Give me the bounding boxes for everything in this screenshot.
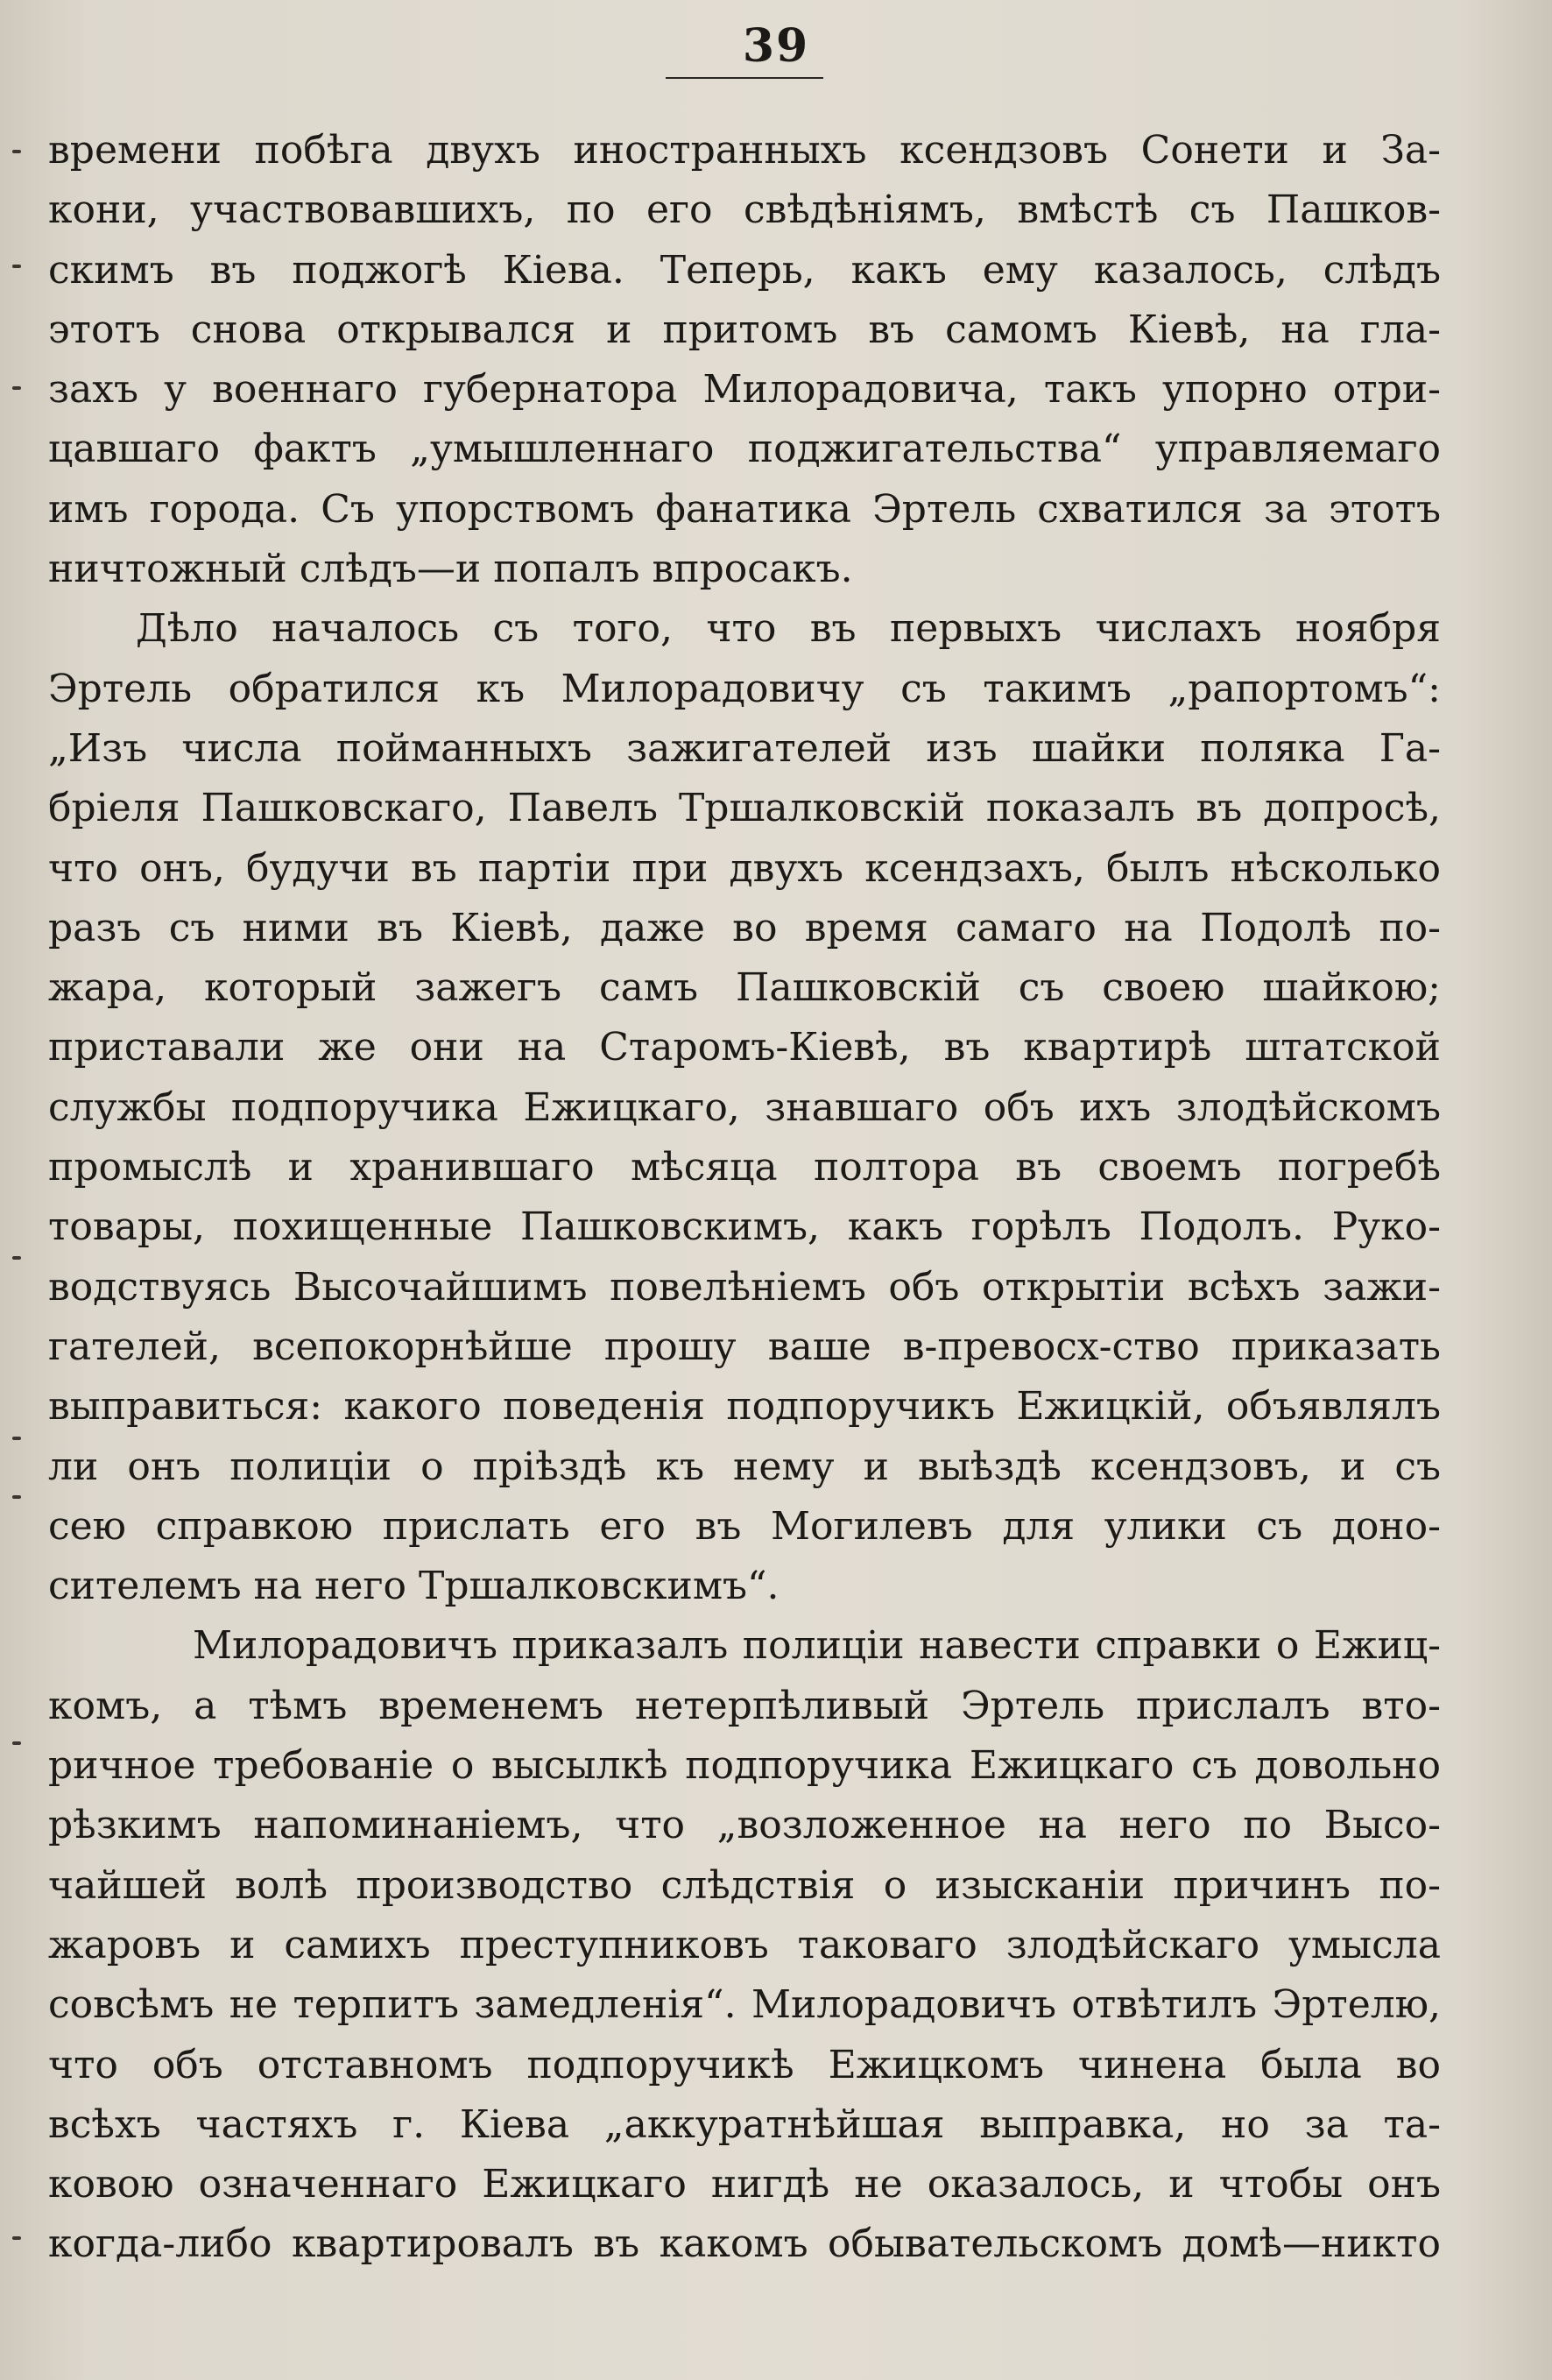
text-line: службы подпоручика Ежицкаго, знавшаго объ ихъ злодѣйскомъ <box>48 1084 1441 1130</box>
text-line: времени побѣга двухъ иностранныхъ ксендзовъ Сонети и За- <box>48 128 1441 173</box>
text-line: водствуясь Высочайшимъ повелѣніемъ объ открытіи всѣхъ зажи- <box>48 1264 1441 1310</box>
text-line: гателей, всепокорнѣйше прошу ваше в-превосх-ство приказать <box>48 1324 1441 1369</box>
text-line: ли онъ полиціи о пріѣздѣ къ нему и выѣздѣ ксендзовъ, и съ <box>48 1444 1441 1489</box>
text-line: комъ, а тѣмъ временемъ нетерпѣливый Эртель прислалъ вто- <box>48 1683 1441 1728</box>
text-line: приставали же они на Старомъ-Кіевѣ, въ квартирѣ штатской <box>48 1025 1441 1070</box>
text-line: рѣзкимъ напоминаніемъ, что „возложенное на него по Высо- <box>48 1803 1441 1848</box>
text-line: сителемъ на него Тршалковскимъ“. <box>48 1564 780 1609</box>
text-line: кони, участвовавшихъ, по его свѣдѣніямъ, вмѣстѣ съ Пашков- <box>48 187 1441 233</box>
margin-mark <box>12 1741 21 1745</box>
text-line: захъ у военнаго губернатора Милорадовича, такъ упорно отри- <box>48 367 1441 413</box>
text-line: имъ города. Съ упорствомъ фанатика Эртель схватился за этотъ <box>48 486 1441 532</box>
margin-mark <box>12 386 21 390</box>
text-line: ковою означеннаго Ежицкаго нигдѣ не оказалось, и чтобы онъ <box>48 2162 1441 2207</box>
margin-mark <box>12 150 21 153</box>
text-line: Дѣло началось съ того, что въ первыхъ числахъ ноября <box>136 606 1441 652</box>
text-line: совсѣмъ не терпитъ замедленія“. Милорадовичъ отвѣтилъ Эртелю, <box>48 1982 1441 2028</box>
text-line: всѣхъ частяхъ г. Кіева „аккуратнѣйшая выправка, но за та- <box>48 2101 1441 2147</box>
text-line: Милорадовичъ приказалъ полиціи навести справки о Ежиц- <box>193 1623 1441 1669</box>
text-line: этотъ снова открывался и притомъ въ самомъ Кіевѣ, на гла- <box>48 307 1441 352</box>
text-line: скимъ въ поджогѣ Кіева. Теперь, какъ ему казалось, слѣдъ <box>48 247 1441 293</box>
text-line: ничтожный слѣдъ—и попалъ впросакъ. <box>48 547 853 592</box>
margin-mark <box>12 1256 21 1260</box>
text-line: жаровъ и самихъ преступниковъ таковаго злодѣйскаго умысла <box>48 1922 1441 1967</box>
text-line: товары, похищенные Пашковскимъ, какъ горѣлъ Подолъ. Руко- <box>48 1204 1441 1250</box>
text-line: когда-либо квартировалъ въ какомъ обывательскомъ домѣ—никто <box>48 2221 1441 2267</box>
text-line: разъ съ ними въ Кіевѣ, даже во время самаго на Подолѣ по- <box>48 905 1441 950</box>
text-line: выправиться: какого поведенія подпоручикъ Ежицкій, объявлялъ <box>48 1384 1441 1430</box>
text-line: ричное требованіе о высылкѣ подпоручика Ежицкаго съ довольно <box>48 1743 1441 1789</box>
margin-mark <box>12 2236 21 2240</box>
text-line: бріеля Пашковскаго, Павелъ Тршалковскій показалъ въ допросѣ, <box>48 786 1441 831</box>
text-line: „Изъ числа пойманныхъ зажигателей изъ шайки поляка Га- <box>48 725 1441 771</box>
text-line: что онъ, будучи въ партіи при двухъ ксендзахъ, былъ нѣсколько <box>48 845 1441 891</box>
text-line: жара, который зажегъ самъ Пашковскій съ своею шайкою; <box>48 965 1441 1011</box>
body-text <box>48 121 1441 2275</box>
text-line: что объ отставномъ подпоручикѣ Ежицкомъ чинена была во <box>48 2042 1441 2087</box>
text-line: сею справкою прислать его въ Могилевъ для улики съ доно- <box>48 1503 1441 1549</box>
margin-mark <box>12 1495 21 1499</box>
margin-mark <box>12 1437 21 1440</box>
text-line: цавшаго фактъ „умышленнаго поджигательства“ управляемаго <box>48 427 1441 472</box>
text-line: чайшей волѣ производство слѣдствія о изысканіи причинъ по- <box>48 1862 1441 1908</box>
text-line: промыслѣ и хранившаго мѣсяца полтора въ своемъ погребѣ <box>48 1145 1441 1190</box>
margin-mark <box>12 265 21 268</box>
page-number: 39 <box>742 19 810 73</box>
header-rule <box>666 77 823 79</box>
text-line: Эртель обратился къ Милорадовичу съ такимъ „рапортомъ“: <box>48 666 1441 711</box>
